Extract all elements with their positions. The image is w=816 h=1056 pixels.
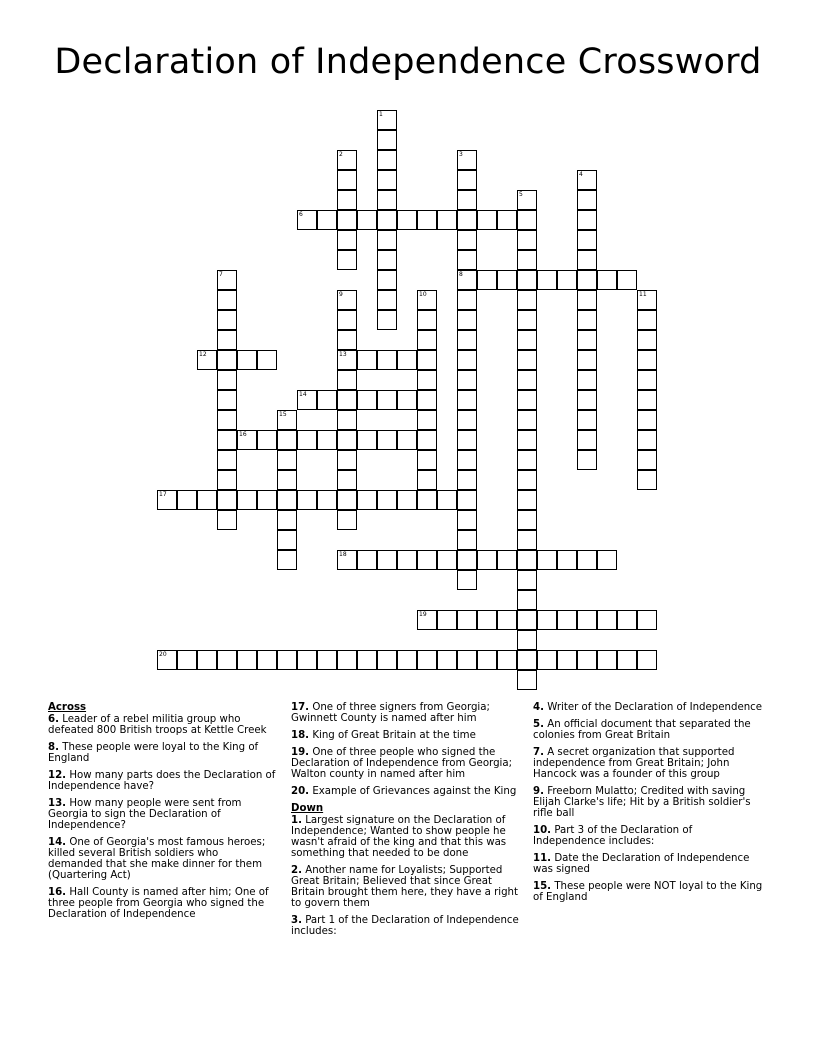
grid-cell[interactable] (217, 370, 237, 390)
grid-cell[interactable] (477, 210, 497, 230)
grid-cell[interactable] (377, 270, 397, 290)
cell-number: 15 (279, 411, 287, 418)
clue-across-20: 20. Example of Grievances against the King (291, 786, 517, 797)
grid-cell[interactable] (517, 630, 537, 650)
grid-cell[interactable] (317, 490, 337, 510)
grid-cell[interactable] (437, 650, 457, 670)
grid-cell[interactable] (377, 150, 397, 170)
grid-cell[interactable] (617, 610, 637, 630)
clue-across-14: 14. One of Georgia's most famous heroes; killed several British soldiers who demanded that she make dinner for them (Quartering Act) (48, 837, 266, 881)
grid-cell[interactable] (457, 310, 477, 330)
grid-cell[interactable] (317, 650, 337, 670)
grid-cell[interactable] (217, 450, 237, 470)
grid-cell[interactable] (477, 650, 497, 670)
cell-number: 18 (339, 551, 347, 558)
cell-number: 2 (339, 151, 343, 158)
grid-cell[interactable] (397, 390, 417, 410)
grid-cell[interactable] (517, 250, 537, 270)
grid-cell[interactable] (357, 650, 377, 670)
grid-cell[interactable] (397, 350, 417, 370)
grid-cell[interactable] (337, 190, 357, 210)
grid-cell[interactable] (377, 210, 397, 230)
grid-cell[interactable] (457, 610, 477, 630)
grid-cell[interactable] (237, 490, 257, 510)
grid-cell[interactable] (357, 210, 377, 230)
grid-cell[interactable] (537, 270, 557, 290)
grid-cell[interactable] (277, 430, 297, 450)
grid-cell[interactable] (217, 270, 237, 290)
grid-cell[interactable] (197, 650, 217, 670)
cell-number: 3 (459, 151, 463, 158)
grid-cell[interactable] (397, 490, 417, 510)
clue-down-10: 10. Part 3 of the Declaration of Independence includes: (533, 825, 693, 847)
grid-cell[interactable] (377, 350, 397, 370)
clues-column-1 (48, 702, 276, 926)
grid-cell[interactable] (517, 370, 537, 390)
clue-across-19: 19. One of three people who signed the Declaration of Independence from Georgia; Walton county in named after him (291, 747, 513, 780)
grid-cell[interactable] (517, 210, 537, 230)
grid-cell[interactable] (277, 470, 297, 490)
grid-cell[interactable] (357, 390, 377, 410)
grid-cell[interactable] (437, 210, 457, 230)
cell-number: 1 (379, 111, 383, 118)
grid-cell[interactable] (457, 230, 477, 250)
grid-cell[interactable] (517, 430, 537, 450)
grid-cell[interactable] (417, 470, 437, 490)
grid-cell[interactable] (577, 650, 597, 670)
grid-cell[interactable] (337, 430, 357, 450)
grid-cell[interactable] (497, 650, 517, 670)
grid-cell[interactable] (417, 350, 437, 370)
grid-cell[interactable] (517, 610, 537, 630)
grid-cell[interactable] (337, 450, 357, 470)
grid-cell[interactable] (457, 290, 477, 310)
clue-down-5: 5. An official document that separated the colonies from Great Britain (533, 719, 751, 741)
grid-cell[interactable] (257, 350, 277, 370)
grid-cell[interactable] (457, 250, 477, 270)
clue-across-17: 17. One of three signers from Georgia; Gwinnett County is named after him (291, 702, 490, 724)
grid-cell[interactable] (517, 330, 537, 350)
grid-cell[interactable] (317, 390, 337, 410)
grid-cell[interactable] (377, 430, 397, 450)
grid-cell[interactable] (417, 430, 437, 450)
grid-cell[interactable] (517, 350, 537, 370)
cell-number: 13 (339, 351, 347, 358)
grid-cell[interactable] (537, 650, 557, 670)
grid-cell[interactable] (257, 650, 277, 670)
grid-cell[interactable] (617, 270, 637, 290)
grid-cell[interactable] (337, 250, 357, 270)
grid-cell[interactable] (337, 410, 357, 430)
grid-cell[interactable] (177, 650, 197, 670)
grid-cell[interactable] (457, 490, 477, 510)
grid-cell[interactable] (357, 350, 377, 370)
grid-cell[interactable] (637, 450, 657, 470)
grid-cell[interactable] (577, 310, 597, 330)
grid-cell[interactable] (337, 330, 357, 350)
clues-column-2 (291, 702, 523, 943)
grid-cell[interactable] (377, 230, 397, 250)
clue-across-12: 12. How many parts does the Declaration of Independence have? (48, 770, 276, 792)
grid-cell[interactable] (277, 450, 297, 470)
grid-cell[interactable] (637, 610, 657, 630)
grid-cell[interactable] (417, 390, 437, 410)
cell-number: 17 (159, 491, 167, 498)
clues-column-3 (533, 702, 765, 909)
cell-number: 16 (239, 431, 247, 438)
grid-cell[interactable] (337, 470, 357, 490)
grid-cell[interactable] (497, 610, 517, 630)
grid-cell[interactable] (457, 430, 477, 450)
grid-cell[interactable] (577, 610, 597, 630)
clue-down-11: 11. Date the Declaration of Independence was signed (533, 853, 750, 875)
grid-cell[interactable] (477, 270, 497, 290)
grid-cell[interactable] (457, 370, 477, 390)
grid-cell[interactable] (517, 510, 537, 530)
grid-cell[interactable] (517, 570, 537, 590)
cell-number: 4 (579, 171, 583, 178)
grid-cell[interactable] (377, 650, 397, 670)
grid-cell[interactable] (517, 390, 537, 410)
grid-cell[interactable] (577, 210, 597, 230)
grid-cell[interactable] (417, 330, 437, 350)
grid-cell[interactable] (457, 390, 477, 410)
grid-cell[interactable] (317, 210, 337, 230)
grid-cell[interactable] (277, 410, 297, 430)
cell-number: 10 (419, 291, 427, 298)
cell-number: 20 (159, 651, 167, 658)
grid-cell[interactable] (577, 550, 597, 570)
grid-cell[interactable] (337, 150, 357, 170)
grid-cell[interactable] (417, 410, 437, 430)
grid-cell[interactable] (377, 550, 397, 570)
grid-cell[interactable] (577, 170, 597, 190)
grid-cell[interactable] (457, 150, 477, 170)
grid-cell[interactable] (637, 650, 657, 670)
grid-cell[interactable] (637, 470, 657, 490)
grid-cell[interactable] (637, 350, 657, 370)
grid-cell[interactable] (517, 410, 537, 430)
grid-cell[interactable] (417, 550, 437, 570)
cell-number: 7 (219, 271, 223, 278)
grid-cell[interactable] (337, 650, 357, 670)
grid-cell[interactable] (497, 270, 517, 290)
grid-cell[interactable] (597, 550, 617, 570)
cell-number: 5 (519, 191, 523, 198)
grid-cell[interactable] (417, 310, 437, 330)
grid-cell[interactable] (217, 470, 237, 490)
grid-cell[interactable] (577, 250, 597, 270)
grid-cell[interactable] (577, 330, 597, 350)
grid-cell[interactable] (217, 510, 237, 530)
grid-cell[interactable] (217, 290, 237, 310)
grid-cell[interactable] (577, 350, 597, 370)
grid-cell[interactable] (217, 430, 237, 450)
grid-cell[interactable] (337, 350, 357, 370)
grid-cell[interactable] (197, 490, 217, 510)
grid-cell[interactable] (637, 290, 657, 310)
grid-cell[interactable] (217, 390, 237, 410)
grid-cell[interactable] (297, 430, 317, 450)
grid-cell[interactable] (557, 650, 577, 670)
grid-cell[interactable] (297, 390, 317, 410)
grid-cell[interactable] (517, 670, 537, 690)
grid-cell[interactable] (217, 650, 237, 670)
grid-cell[interactable] (437, 550, 457, 570)
grid-cell[interactable] (417, 210, 437, 230)
grid-cell[interactable] (457, 330, 477, 350)
grid-cell[interactable] (397, 550, 417, 570)
grid-cell[interactable] (337, 370, 357, 390)
grid-cell[interactable] (357, 430, 377, 450)
grid-cell[interactable] (517, 650, 537, 670)
grid-cell[interactable] (277, 550, 297, 570)
grid-cell[interactable] (337, 390, 357, 410)
grid-cell[interactable] (157, 490, 177, 510)
grid-cell[interactable] (277, 530, 297, 550)
grid-cell[interactable] (497, 210, 517, 230)
cell-number: 12 (199, 351, 207, 358)
grid-cell[interactable] (257, 430, 277, 450)
across-heading: Across (48, 702, 87, 713)
grid-cell[interactable] (517, 290, 537, 310)
cell-number: 9 (339, 291, 343, 298)
page-title: Declaration of Independence Crossword (54, 42, 762, 82)
grid-cell[interactable] (217, 350, 237, 370)
grid-cell[interactable] (457, 650, 477, 670)
grid-cell[interactable] (517, 590, 537, 610)
grid-cell[interactable] (497, 550, 517, 570)
clue-down-3: 3. Part 1 of the Declaration of Independence includes: (291, 915, 519, 937)
grid-cell[interactable] (637, 330, 657, 350)
grid-cell[interactable] (517, 450, 537, 470)
grid-cell[interactable] (357, 550, 377, 570)
grid-cell[interactable] (217, 490, 237, 510)
grid-cell[interactable] (577, 270, 597, 290)
clue-down-2: 2. Another name for Loyalists; Supported Great Britain; Believed that since Great Britain brought them here, they have a right to govern them (291, 865, 518, 909)
grid-cell[interactable] (457, 510, 477, 530)
grid-cell[interactable] (337, 170, 357, 190)
grid-cell[interactable] (177, 490, 197, 510)
grid-cell[interactable] (457, 570, 477, 590)
grid-cell[interactable] (517, 490, 537, 510)
grid-cell[interactable] (637, 390, 657, 410)
grid-cell[interactable] (417, 290, 437, 310)
grid-cell[interactable] (277, 510, 297, 530)
grid-cell[interactable] (437, 490, 457, 510)
grid-cell[interactable] (577, 430, 597, 450)
grid-cell[interactable] (417, 610, 437, 630)
grid-cell[interactable] (517, 310, 537, 330)
grid-cell[interactable] (237, 650, 257, 670)
grid-cell[interactable] (517, 270, 537, 290)
grid-cell[interactable] (377, 390, 397, 410)
clue-down-1: 1. Largest signature on the Declaration of Independence; Wanted to show people he wasn't afraid of the king and that this was something that needed to be done (291, 815, 507, 859)
grid-cell[interactable] (377, 130, 397, 150)
grid-cell[interactable] (337, 230, 357, 250)
grid-cell[interactable] (457, 210, 477, 230)
grid-cell[interactable] (517, 550, 537, 570)
cell-number: 11 (639, 291, 647, 298)
clue-across-18: 18. King of Great Britain at the time (291, 730, 476, 741)
cell-number: 8 (459, 271, 463, 278)
grid-cell[interactable] (377, 170, 397, 190)
grid-cell[interactable] (377, 250, 397, 270)
cell-number: 14 (299, 391, 307, 398)
grid-cell[interactable] (577, 230, 597, 250)
grid-cell[interactable] (477, 550, 497, 570)
grid-cell[interactable] (617, 650, 637, 670)
down-heading: Down (291, 803, 324, 814)
grid-cell[interactable] (637, 430, 657, 450)
grid-cell[interactable] (397, 650, 417, 670)
grid-cell[interactable] (457, 190, 477, 210)
clue-across-8: 8. These people were loyal to the King of England (48, 742, 259, 764)
clue-down-15: 15. These people were NOT loyal to the King of England (533, 881, 763, 903)
clue-down-4: 4. Writer of the Declaration of Independence (533, 702, 763, 713)
grid-cell[interactable] (417, 370, 437, 390)
grid-cell[interactable] (457, 170, 477, 190)
grid-cell[interactable] (217, 330, 237, 350)
grid-cell[interactable] (517, 230, 537, 250)
grid-cell[interactable] (337, 510, 357, 530)
grid-cell[interactable] (157, 650, 177, 670)
grid-cell[interactable] (577, 370, 597, 390)
grid-cell[interactable] (297, 490, 317, 510)
grid-cell[interactable] (577, 450, 597, 470)
grid-cell[interactable] (337, 210, 357, 230)
grid-cell[interactable] (557, 270, 577, 290)
grid-cell[interactable] (197, 350, 217, 370)
grid-cell[interactable] (457, 470, 477, 490)
grid-cell[interactable] (457, 410, 477, 430)
grid-cell[interactable] (437, 610, 457, 630)
grid-cell[interactable] (377, 290, 397, 310)
grid-cell[interactable] (517, 530, 537, 550)
grid-cell[interactable] (597, 270, 617, 290)
grid-cell[interactable] (637, 310, 657, 330)
clue-across-13: 13. How many people were sent from Georgia to sign the Declaration of Independence? (48, 798, 242, 831)
grid-cell[interactable] (577, 390, 597, 410)
clue-down-9: 9. Freeborn Mulatto; Credited with saving Elijah Clarke's life; Hit by a British soldier's rifle ball (533, 786, 751, 819)
grid-cell[interactable] (377, 490, 397, 510)
grid-cell[interactable] (417, 650, 437, 670)
grid-cell[interactable] (337, 290, 357, 310)
grid-cell[interactable] (417, 450, 437, 470)
grid-cell[interactable] (217, 310, 237, 330)
grid-cell[interactable] (457, 350, 477, 370)
grid-cell[interactable] (577, 290, 597, 310)
grid-cell[interactable] (377, 110, 397, 130)
grid-cell[interactable] (537, 610, 557, 630)
grid-cell[interactable] (517, 470, 537, 490)
grid-cell[interactable] (637, 370, 657, 390)
grid-cell[interactable] (257, 490, 277, 510)
grid-cell[interactable] (577, 190, 597, 210)
grid-cell[interactable] (297, 210, 317, 230)
grid-cell[interactable] (377, 310, 397, 330)
grid-cell[interactable] (537, 550, 557, 570)
grid-cell[interactable] (317, 430, 337, 450)
grid-cell[interactable] (597, 650, 617, 670)
grid-cell[interactable] (297, 650, 317, 670)
grid-cell[interactable] (217, 410, 237, 430)
clue-across-16: 16. Hall County is named after him; One of three people from Georgia who signed the Declaration of Independence (48, 887, 269, 920)
grid-cell[interactable] (237, 430, 257, 450)
grid-cell[interactable] (377, 190, 397, 210)
cell-number: 6 (299, 211, 303, 218)
grid-cell[interactable] (457, 550, 477, 570)
grid-cell[interactable] (237, 350, 257, 370)
grid-cell[interactable] (277, 490, 297, 510)
grid-cell[interactable] (637, 410, 657, 430)
grid-cell[interactable] (417, 490, 437, 510)
grid-cell[interactable] (337, 490, 357, 510)
grid-cell[interactable] (597, 610, 617, 630)
grid-cell[interactable] (557, 610, 577, 630)
grid-cell[interactable] (397, 430, 417, 450)
grid-cell[interactable] (457, 530, 477, 550)
grid-cell[interactable] (457, 270, 477, 290)
grid-cell[interactable] (457, 450, 477, 470)
grid-cell[interactable] (357, 490, 377, 510)
grid-cell[interactable] (577, 410, 597, 430)
grid-cell[interactable] (557, 550, 577, 570)
grid-cell[interactable] (397, 210, 417, 230)
cell-number: 19 (419, 611, 427, 618)
grid-cell[interactable] (477, 610, 497, 630)
grid-cell[interactable] (337, 550, 357, 570)
grid-cell[interactable] (337, 310, 357, 330)
grid-cell[interactable] (517, 190, 537, 210)
clue-across-6: 6. Leader of a rebel militia group who defeated 800 British troops at Kettle Creek (48, 714, 267, 736)
clue-down-7: 7. A secret organization that supported independence from Great Britain; John Hancock was a founder of this group (533, 747, 735, 780)
grid-cell[interactable] (277, 650, 297, 670)
